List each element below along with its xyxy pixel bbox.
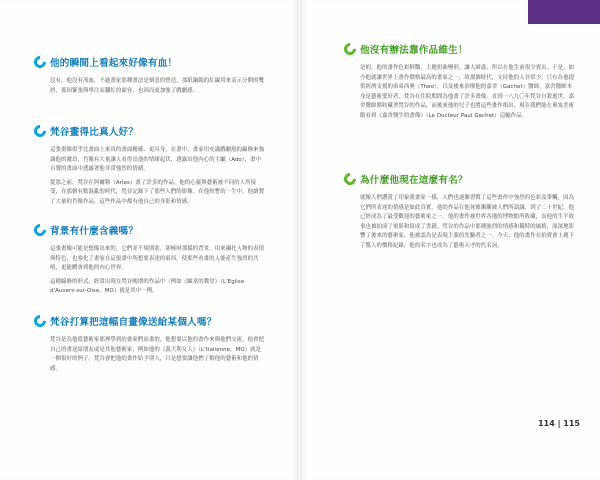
left-page — [0, 0, 299, 480]
section-body — [360, 64, 576, 122]
paragraph: 沒有，他沒有流血，不過畫家那種畫法是刻意的營造，那紙鍋鎢的紅線用來表示分開的雙唇，那因緊張與專注而翻紅的面容，也因而更加強了戲劇感。 — [50, 78, 265, 94]
section-body — [50, 336, 266, 374]
section-background — [34, 223, 266, 301]
chapter-tab — [528, 0, 600, 24]
section-heading — [344, 42, 576, 58]
section-gift — [34, 314, 266, 378]
heading-text: 梵谷打算把這幅自畫像送給某個人嗎？ — [50, 317, 217, 328]
section-blood — [34, 55, 266, 100]
heading-text: 他沒有辦法靠作品維生！ — [360, 45, 468, 56]
section-heading — [34, 223, 266, 239]
section-body — [50, 146, 266, 208]
section-famous — [344, 172, 576, 256]
heading-text: 梵谷畫得比真人好？ — [50, 127, 139, 138]
heading-text: 他的瞬間上看起來好像有血！ — [50, 58, 178, 69]
section-body — [50, 245, 266, 297]
paragraph: 梵谷是為他從藝術家那裡學到的畫家們而畫的，他想要以他的畫作來與他們交流，他會把自己的畫送給朋友或是其他藝術家，例如他的《義大利女人》（L'Italienne，MO）就是一個很好的例子。梵谷會把他的畫作給予別人，只是想要讓他們了解他的藝術和他的情感。 — [50, 337, 265, 372]
heading-text: 為什麼他現在這麼有名？ — [360, 175, 468, 186]
ring-icon — [342, 41, 359, 58]
ring-icon — [32, 123, 49, 140]
section-heading — [34, 124, 266, 140]
paragraph: 是的，他的畫作色彩鮮豔，主題扭曲變形，讓人困惑，所以在他生前很少賣出。于是，如今他就讓世界上畫作價格最高的畫家之一，故那個時代，支持他的人非常少，只有為他提供經濟支援的弟弟西奧（Theo），以及後來治療他的嘉舍（Gachet）醫師，嘉舍醫師本身是藝術愛好者，梵谷在住院期間為他畫了許多畫像。直到一八九〇年梵谷自殺逝世，嘉舍醫師都收藏著梵谷的作品，而後來他的兒子也將這些畫作捐出，現在我們能在奧塞美術館看到《嘉舍醫生的畫像》（Le Docteur Paul Gachet）這幅作品。 — [360, 65, 575, 119]
page-numbers: 114 | 115 — [538, 419, 580, 428]
section-better-than-real — [34, 124, 266, 212]
section-body — [360, 194, 576, 252]
ring-icon — [32, 313, 49, 330]
section-living — [344, 42, 576, 126]
paragraph: 這張畫像可能是想像出來的，它們並不規則狀，卻極財那樣的背景，用來襯托人物的表情與特色，也強化了畫家在這張畫中所想要表達的東西，使那些看畫的人能產生強烈的共鳴，更能體會到他的內心世界。 — [50, 246, 265, 272]
heading-text: 背景有什麼含義嗎？ — [50, 226, 139, 237]
ring-icon — [32, 222, 49, 239]
section-heading — [34, 314, 266, 330]
right-page — [300, 0, 600, 480]
section-heading — [34, 55, 266, 71]
section-body — [50, 77, 266, 96]
section-heading — [344, 172, 576, 188]
paragraph: 從那之前，梵谷在阿爾勒（Arles）畫了許多的作品，他的心靈與藝術被不同的人所接受，在那個有點混亂的時代，梵谷記錄下了那些人們的影像。在他短暫的一生中，他繪製了大量的肖像作品，這些作品中都有他自己的身影和情感。 — [50, 179, 265, 205]
ring-icon — [32, 54, 49, 71]
ring-icon — [342, 171, 359, 188]
paragraph: 這種線條的形式，經常出現在梵谷晚期的作品中（例如《歐韋的教堂》（L'Eglise d'Auvers-sur-Oise，MO）就是其中一例。 — [50, 278, 245, 295]
paragraph: 就像人們讚賞了印象派畫家一樣，人們也逐漸習慣了這些畫作中強烈的色彩及筆觸，因為它們所表達的情感是如此真實。他的作品在他死後漸漸被人們所認識，到了二十世紀，他已經成為了最受歡迎的藝術家之一。他的畫作被世界各地的博物館所收藏，而他的生平故事也被拍成了電影和寫成了書籍。梵谷的作品中那種強烈的情感和獨特的風格，深深地影響了後來的藝術家，他被認為是表現主義的先驅者之一。今天，他的畫作在拍賣會上創下了驚人的價格紀錄，他的名字也成為了藝術天才的代名詞。 — [360, 195, 575, 249]
paragraph: 這張畫像似乎比畫面上來真的畫面精確、更具身。在畫中，畫家用充滿戲劇般的線條來強調他的激昂，肖像有大量讓人看得出他的情緒起伏，透露出他內心的主顯（Ado），畫中自製的畫面中透露著他非常強烈的情緒。 — [50, 147, 265, 173]
